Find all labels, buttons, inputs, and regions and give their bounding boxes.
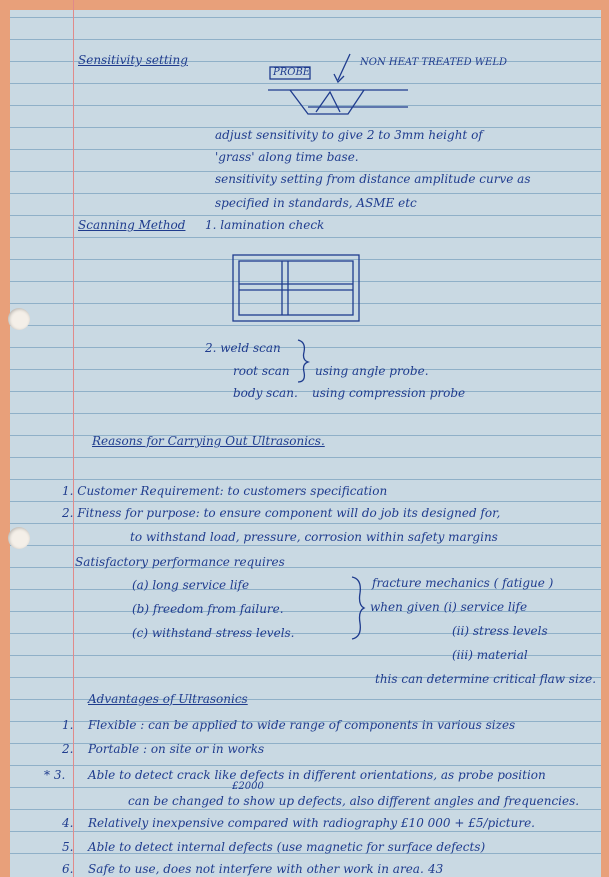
body-scan-note: using compression probe xyxy=(312,386,466,400)
requirement-b: (b) freedom from failure. xyxy=(132,602,284,616)
sensitivity-line-4: specified in standards, ASME etc xyxy=(215,196,417,210)
stress-levels: (ii) stress levels xyxy=(452,624,548,638)
sensitivity-line-2: 'grass' along time base. xyxy=(215,150,359,164)
material: (iii) material xyxy=(452,648,528,662)
lamination-scan-diagram xyxy=(232,254,362,324)
sensitivity-line-1: adjust sensitivity to give 2 to 3mm height of xyxy=(215,128,483,142)
advantage-3: Able to detect crack like defects in different orientations, as probe position xyxy=(88,768,546,782)
root-scan: root scan xyxy=(233,364,290,378)
satisfactory-performance: Satisfactory performance requires xyxy=(75,555,285,569)
advantage-2: Portable : on site or in works xyxy=(88,742,265,756)
advantage-5: Able to detect internal defects (use magnetic for surface defects) xyxy=(88,840,486,854)
torn-edge-right xyxy=(601,0,609,877)
scanning-heading: Scanning Method xyxy=(78,218,186,232)
punch-hole-top xyxy=(8,308,30,330)
advantage-6-num: 6. xyxy=(62,862,74,876)
requirement-c: (c) withstand stress levels. xyxy=(132,626,295,640)
sensitivity-line-3: sensitivity setting from distance amplitude curve as xyxy=(215,172,531,186)
requirement-a: (a) long service life xyxy=(132,578,250,592)
scanning-item-2: 2. weld scan xyxy=(205,341,281,355)
advantage-1: Flexible : can be applied to wide range of components in various sizes xyxy=(88,718,516,732)
when-given: when given (i) service life xyxy=(370,600,528,614)
advantage-4-num: 4. xyxy=(62,816,74,830)
advantage-3-num: * 3. xyxy=(44,768,66,782)
critical-flaw: this can determine critical flaw size. xyxy=(375,672,597,686)
advantage-1-num: 1. xyxy=(62,718,74,732)
reasons-item-1: 1. Customer Requirement: to customers specification xyxy=(62,484,388,498)
probe-label: PROBE xyxy=(273,67,311,78)
weld-label: NON HEAT TREATED WELD xyxy=(360,57,507,68)
requirements-brace xyxy=(350,575,366,641)
page-number: 43 xyxy=(428,862,444,876)
body-scan: body scan. xyxy=(233,386,298,400)
torn-edge-top xyxy=(0,0,609,10)
advantage-5-num: 5. xyxy=(62,840,74,854)
advantage-3-cont: can be changed to show up defects, also different angles and frequencies. xyxy=(128,794,580,808)
scan-brace xyxy=(296,338,310,384)
punch-hole-bottom xyxy=(8,527,30,549)
advantage-2-num: 2. xyxy=(62,742,74,756)
advantage-4: Relatively inexpensive compared with radiography £10 000 + £5/picture. xyxy=(88,816,535,830)
cost-annotation: £2000 xyxy=(232,781,264,792)
reasons-heading: Reasons for Carrying Out Ultrasonics. xyxy=(92,434,325,448)
scanning-item-1: 1. lamination check xyxy=(205,218,325,232)
advantage-6: Safe to use, does not interfere with other work in area. xyxy=(88,862,424,876)
reasons-item-2a: 2. Fitness for purpose: to ensure component will do job its designed for, xyxy=(62,506,501,520)
reasons-item-2b: to withstand load, pressure, corrosion within safety margins xyxy=(130,530,498,544)
advantages-heading: Advantages of Ultrasonics xyxy=(88,692,248,706)
fracture-mechanics: fracture mechanics ( fatigue ) xyxy=(372,576,554,590)
torn-edge-left xyxy=(0,0,10,877)
root-scan-note: using angle probe. xyxy=(315,364,429,378)
sensitivity-heading: Sensitivity setting xyxy=(78,53,188,67)
